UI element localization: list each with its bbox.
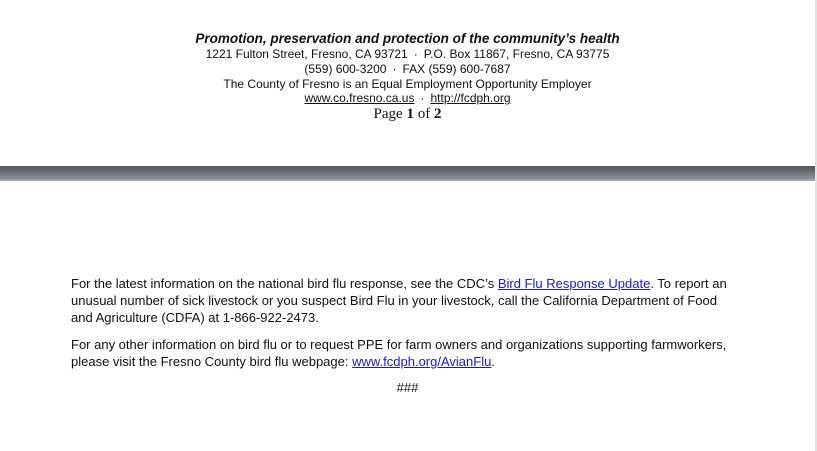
page-footer: [0, 31, 815, 123]
footer-separator: ·: [420, 91, 425, 106]
footer-website-link-county[interactable]: www.co.fresno.ca.us: [304, 91, 415, 106]
paragraph-cdc-update: [71, 275, 741, 326]
footer-separator: ·: [392, 61, 397, 76]
paragraph-text: . To report an unusual number of sick livestock or you suspect Bird Flu in your livestock, call the California Department of Food and Agriculture (CDFA) at 1-866-922-2473.: [71, 276, 727, 325]
page-current: 1: [406, 106, 414, 123]
document-page-2: [0, 181, 816, 451]
page-label: Page: [373, 106, 403, 123]
avian-flu-webpage-link[interactable]: www.fcdph.org/AvianFlu: [352, 354, 492, 369]
page-of: of: [417, 106, 431, 123]
footer-website-link-fcdph[interactable]: http://fcdph.org: [430, 91, 511, 106]
footer-address-line: [0, 47, 815, 62]
bird-flu-response-update-link[interactable]: Bird Flu Response Update: [497, 276, 651, 291]
footer-eoe-statement: The County of Fresno is an Equal Employment Opportunity Employer: [223, 76, 592, 91]
footer-website-line: [0, 91, 815, 106]
footer-phone-line: [0, 62, 815, 77]
footer-tagline: Promotion, preservation and protection of the community’s health: [195, 31, 620, 46]
paragraph-text: For any other information on bird flu or to request PPE for farm owners and organizations supporting farmworkers, please visit the Fresno County bird flu webpage:: [71, 337, 727, 369]
footer-street-address: 1221 Fulton Street, Fresno, CA 93721: [205, 47, 408, 61]
footer-fax: FAX (559) 600-7687: [402, 61, 511, 76]
document-page-1: [0, 0, 816, 166]
page-separator: [0, 166, 817, 181]
footer-separator: ·: [413, 47, 418, 61]
paragraph-text: .: [491, 354, 495, 369]
footer-po-box: P.O. Box 11867, Fresno, CA 93775: [423, 47, 610, 61]
page-total: 2: [433, 106, 442, 123]
page-number: [0, 106, 815, 123]
end-mark: ###: [396, 380, 419, 395]
paragraph-ppe-info: [71, 336, 741, 370]
footer-phone: (559) 600-3200: [304, 61, 387, 76]
paragraph-text: For the latest information on the national bird flu response, see the CDC’s: [71, 276, 498, 291]
